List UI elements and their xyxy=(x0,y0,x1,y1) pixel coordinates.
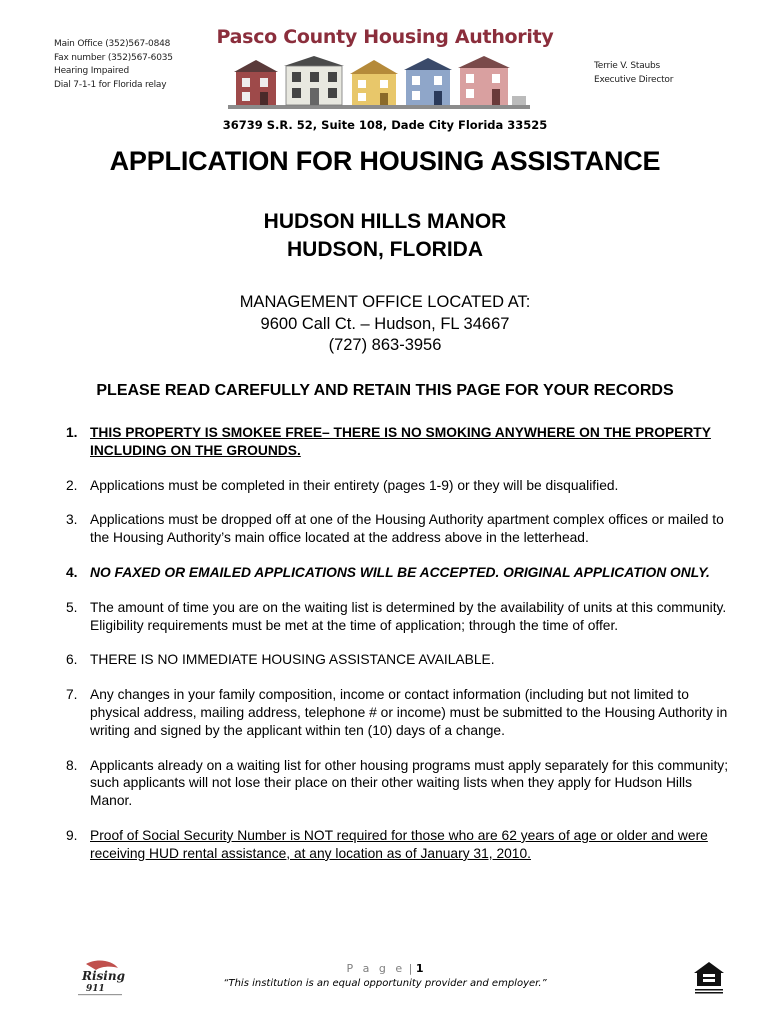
letterhead-address: 36739 S.R. 52, Suite 108, Dade City Florida 33525 xyxy=(222,118,548,132)
item-number: 1. xyxy=(66,425,78,440)
item-number: 8. xyxy=(66,757,78,773)
item-text: Proof of Social Security Number is NOT required for those who are 62 years of age or older and were receiving HUD rental assistance, at any location as of January 31, 2010. xyxy=(90,827,708,861)
retain-notice: PLEASE READ CAREFULLY AND RETAIN THIS PAGE FOR YOUR RECORDS xyxy=(96,382,674,399)
list-item xyxy=(62,599,734,635)
main-office-contact xyxy=(54,38,173,92)
item-number: 2. xyxy=(66,477,78,493)
svg-text:Rising: Rising xyxy=(82,969,125,983)
item-text: Any changes in your family composition, income or contact information (including but not limited to physical address, mailing address, telephone # or income) must be submitted to the Housing Authority in writing and signed by the applicant within ten (10) days of a change. xyxy=(90,687,728,738)
svg-text:911: 911 xyxy=(86,984,105,994)
item-text: THERE IS NO IMMEDIATE HOUSING ASSISTANCE AVAILABLE. xyxy=(90,652,495,668)
item-text: Applicants already on a waiting list for other housing programs must apply separately for this community; such applicants will not lose their place on their other waiting lists when they apply for Hudson Hills Manor. xyxy=(90,757,729,809)
item-number: 5. xyxy=(66,599,78,615)
office-label: MANAGEMENT OFFICE LOCATED AT: xyxy=(239,293,531,311)
director-name: Terrie V. Staubs xyxy=(594,61,661,71)
list-item xyxy=(62,686,734,739)
item-number: 9. xyxy=(66,827,78,843)
management-office xyxy=(0,292,770,357)
office-address: 9600 Call Ct. – Hudson, FL 34667 xyxy=(260,314,510,333)
page-number: P a g e | 1 xyxy=(346,962,424,975)
list-item xyxy=(62,424,734,460)
list-item xyxy=(62,564,734,582)
item-number: 7. xyxy=(66,687,78,703)
item-number: 3. xyxy=(66,512,78,528)
page-label: P a g e xyxy=(346,962,406,975)
contact-line: Hearing Impaired xyxy=(54,66,130,76)
director-info xyxy=(594,60,673,87)
item-text: NO FAXED OR EMAILED APPLICATIONS WILL BE ACCEPTED. ORIGINAL APPLICATION ONLY. xyxy=(90,564,710,580)
list-item xyxy=(62,477,734,495)
item-number: 4. xyxy=(66,564,78,580)
item-number: 6. xyxy=(66,652,78,668)
document-title: APPLICATION FOR HOUSING ASSISTANCE xyxy=(109,146,661,176)
equal-housing-icon xyxy=(692,960,726,996)
item-text: THIS PROPERTY IS SMOKEE FREE– THERE IS NO SMOKING ANYWHERE ON THE PROPERTY INCLUDING ON THE GROUNDS. xyxy=(90,425,711,458)
houses-logo-icon xyxy=(228,52,530,110)
property-name: HUDSON HILLS MANOR xyxy=(263,210,507,233)
contact-line: Fax number (352)567-6035 xyxy=(54,52,173,63)
list-item xyxy=(62,651,734,669)
list-item xyxy=(62,757,734,810)
item-text: Applications must be completed in their entirety (pages 1-9) or they will be disqualified. xyxy=(90,477,619,493)
org-name: Pasco County Housing Authority xyxy=(216,26,554,48)
contact-line: Dial 7-1-1 for Florida relay xyxy=(54,79,167,90)
equal-opportunity-statement: “This institution is an equal opportunity provider and employer.” xyxy=(223,978,547,989)
page-number-value: 1 xyxy=(415,962,424,975)
item-text: Applications must be dropped off at one of the Housing Authority apartment complex offices or mailed to the Housing Authority’s main office located at the address above in the letterhead. xyxy=(90,512,724,546)
item-text: The amount of time you are on the waiting list is determined by the availability of units at this community. Eligibility requirements must be met at the time of application; through the time of offer. xyxy=(90,599,727,633)
instruction-list xyxy=(62,424,734,880)
office-phone: (727) 863-3956 xyxy=(328,336,442,354)
contact-line: Main Office (352)567-0848 xyxy=(54,39,171,49)
list-item xyxy=(62,827,734,863)
list-item xyxy=(62,511,734,547)
director-title: Executive Director xyxy=(594,74,674,85)
property-city: HUDSON, FLORIDA xyxy=(287,238,483,261)
